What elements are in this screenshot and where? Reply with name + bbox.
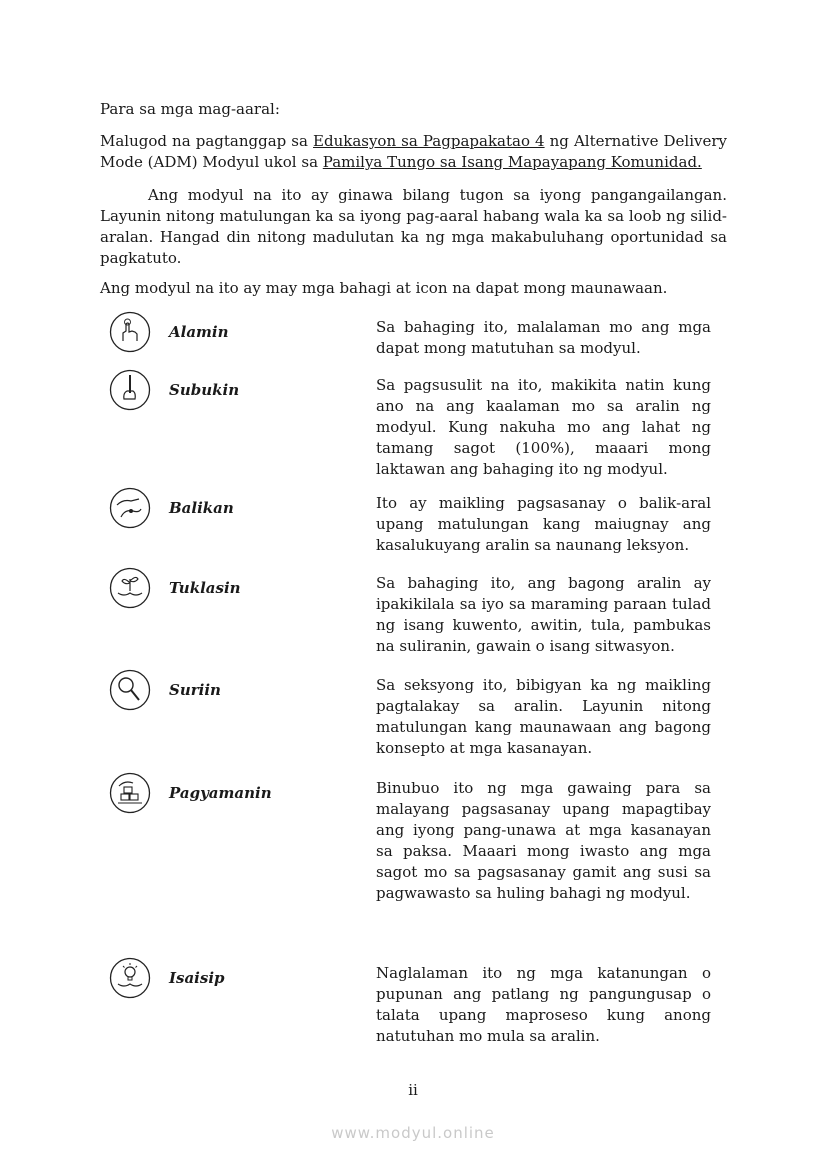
section-description: Naglalaman ito ng mga katanungan o pupunan ang patlang ng pangungusap o talata upang maproseso kung anong natutuhan mo mula sa aralin. bbox=[376, 964, 711, 1045]
watermark: www.modyul.online bbox=[331, 1124, 495, 1142]
magnifier-icon bbox=[109, 669, 151, 711]
section-label: Isaisip bbox=[169, 969, 225, 987]
section-description: Sa bahaging ito, ang bagong aralin ay ipakikilala sa iyo sa maraming paraan tulad ng isang kuwento, awitin, tula, pambukas na suliranin, gawain o isang sitwasyon. bbox=[376, 574, 711, 655]
section-description: Sa seksyong ito, bibigyan ka ng maikling pagtalakay sa aralin. Layunin nitong matulungan kang maunawaan ang bagong konsepto at mga kasanayan. bbox=[376, 676, 711, 757]
section-description: Ito ay maikling pagsasanay o balik-aral upang matulungan kang maiugnay ang kasalukuyang aralin sa naunang leksyon. bbox=[376, 494, 711, 554]
section-label: Alamin bbox=[169, 323, 229, 341]
section-label: Balikan bbox=[169, 499, 234, 517]
section-label: Pagyamanin bbox=[169, 784, 272, 802]
page-number: ii bbox=[408, 1081, 418, 1099]
welcome-text-mid: ng Alternative Delivery Mode (ADM) Modyul ukol sa bbox=[100, 132, 728, 171]
section-description: Sa pagsusulit na ito, makikita natin kung ano na ang kaalaman mo sa aralin ng modyul. Kung nakuha mo ang lahat ng tamang sagot (100%), maaari mong laktawan ang bahaging ito ng modyul. bbox=[376, 376, 711, 478]
section-description: Sa bahaging ito, malalaman mo ang mga dapat mong matutuhan sa modyul. bbox=[376, 318, 711, 357]
hand-plant-icon bbox=[109, 567, 151, 609]
hand-blocks-icon bbox=[109, 772, 151, 814]
welcome-text-pre: Malugod na pagtanggap sa bbox=[100, 132, 314, 150]
subject-title: Edukasyon sa Pagpapakatao 4 bbox=[313, 132, 545, 150]
greeting: Para sa mga mag-aaral: bbox=[100, 100, 280, 118]
section-label: Subukin bbox=[169, 381, 240, 399]
section-label: Suriin bbox=[169, 681, 221, 699]
hand-pencil-icon bbox=[109, 369, 151, 411]
section-description: Binubuo ito ng mga gawaing para sa malayang pagsasanay upang mapagtibay ang iyong pang-unawa at mga kasanayan sa paksa. Maaari mong iwasto ang mga sagot mo sa pagsasanay gamit ang susi sa pagwawasto sa huling bahagi ng modyul. bbox=[376, 779, 711, 902]
intro-paragraph: Ang modyul na ito ay ginawa bilang tugon sa iyong pangangailangan. Layunin nitong matulungan ka sa iyong pag-aaral habang wala ka sa loob ng silid-aralan. Hangad din nitong madulutan ka ng mga makabuluhang oportunidad sa pagkatuto. bbox=[100, 186, 727, 267]
hand-lightbulb-icon bbox=[109, 957, 151, 999]
hand-pointing-icon bbox=[109, 311, 151, 353]
section-label: Tuklasin bbox=[169, 579, 241, 597]
welcome-paragraph bbox=[100, 131, 727, 173]
hands-review-icon bbox=[109, 487, 151, 529]
lead-paragraph: Ang modyul na ito ay may mga bahagi at icon na dapat mong maunawaan. bbox=[100, 279, 668, 297]
topic-title: Pamilya Tungo sa Isang Mapayapang Komunidad. bbox=[322, 153, 702, 171]
